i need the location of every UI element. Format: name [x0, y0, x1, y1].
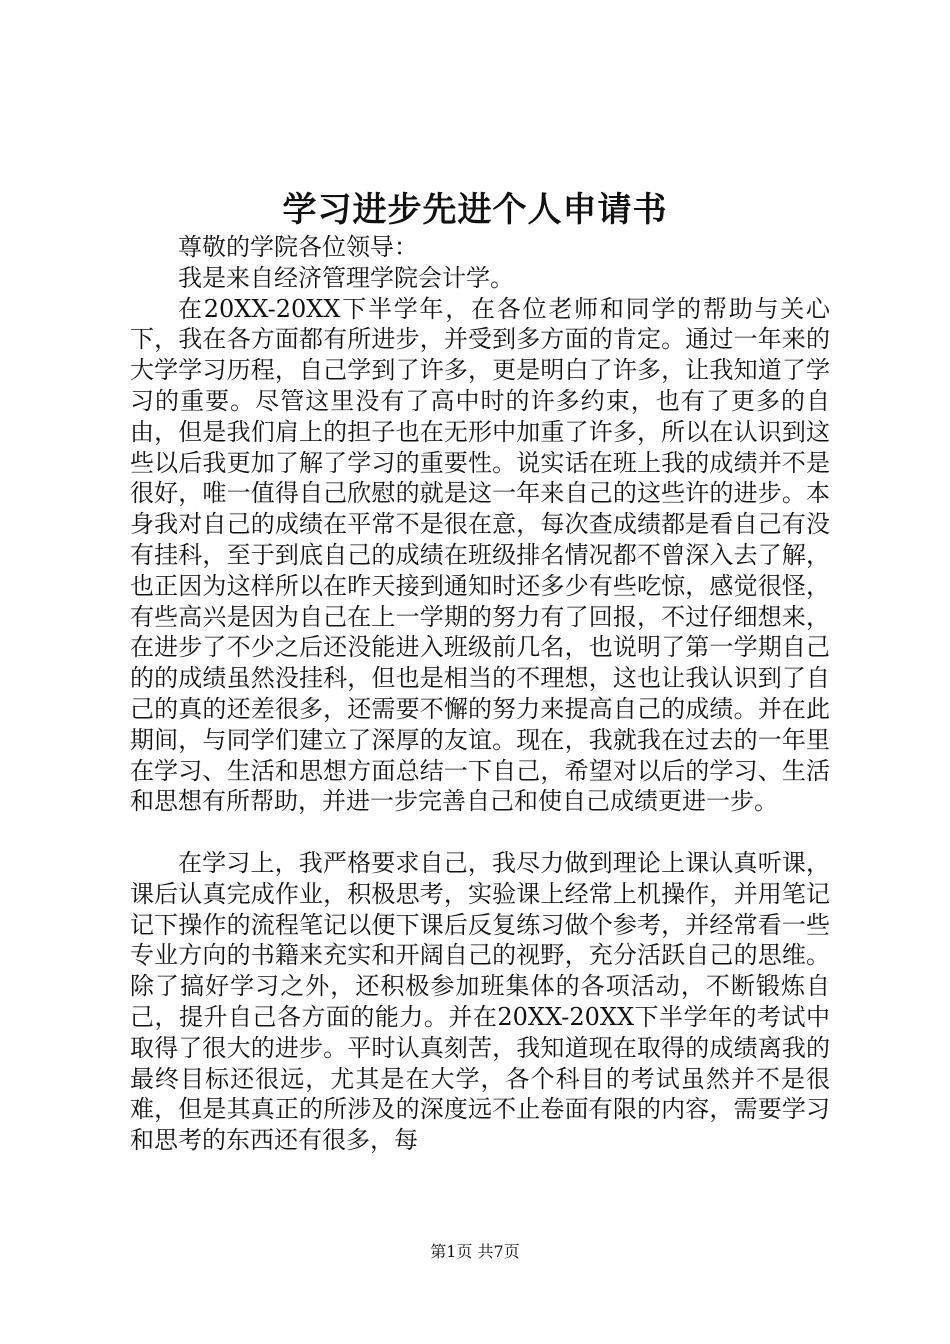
study-paragraph: 在学习上，我严格要求自己，我尽力做到理论上课认真听课，课后认真完成作业，积极思考，实验课上经常上机操作，并用笔记记下操作的流程笔记以便下课后反复练习做个参考，并经常看一些专业方向的书籍来充实和开阔自己的视野，充分活跃自己的思维。除了搞好学习之外，还积极参加班集体的各项活动，不断锻炼自己，提升自己各方面的能力。并在20XX-20XX下半学年的考试中取得了很大的进步。平时认真刻苦，我知道现在取得的成绩离我的最终目标还很远，尤其是在大学，各个科目的考试虽然并不是很难，但是其真正的所涉及的深度远不止卷面有限的内容，需要学习和思考的东西还有很多，每	[130, 848, 830, 1155]
document-body	[130, 232, 830, 1156]
intro-paragraph: 我是来自经济管理学院会计学。	[178, 263, 514, 292]
document-title: 学习进步先进个人申请书	[282, 190, 668, 230]
salutation-paragraph: 尊敬的学院各位领导：	[178, 233, 418, 261]
summary-paragraph: 在20XX-20XX下半学年，在各位老师和同学的帮助与关心下，我在各方面都有所进步，并受到多方面的肯定。通过一年来的大学学习历程，自己学到了许多，更是明白了许多，让我知道了学习的重要。尽管这里没有了高中时的许多约束，也有了更多的自由，但是我们肩上的担子也在无形中加重了许多，所以在认识到这些以后我更加了解了学习的重要性。说实话在班上我的成绩并不是很好，唯一值得自己欣慰的就是这一年来自己的这些许的进步。本身我对自己的成绩在平常不是很在意，每次查成绩都是看自己有没有挂科，至于到底自己的成绩在班级排名情况都不曾深入去了解，也正因为这样所以在昨天接到通知时还多少有些吃惊，感觉很怪，有些高兴是因为自己在上一学期的努力有了回报，不过仔细想来，在进步了不少之后还没能进入班级前几名，也说明了第一学期自己的的成绩虽然没挂科，但也是相当的不理想，这也让我认识到了自己的真的还差很多，还需要不懈的努力来提高自己的成绩。并在此期间，与同学们建立了深厚的友谊。现在，我就我在过去的一年里在学习、生活和思想方面总结一下自己，希望对以后的学习、生活和思想有所帮助，并进一步完善自己和使自己成绩更进一步。	[130, 294, 830, 816]
page-number: 第1页 共7页	[430, 1242, 520, 1261]
